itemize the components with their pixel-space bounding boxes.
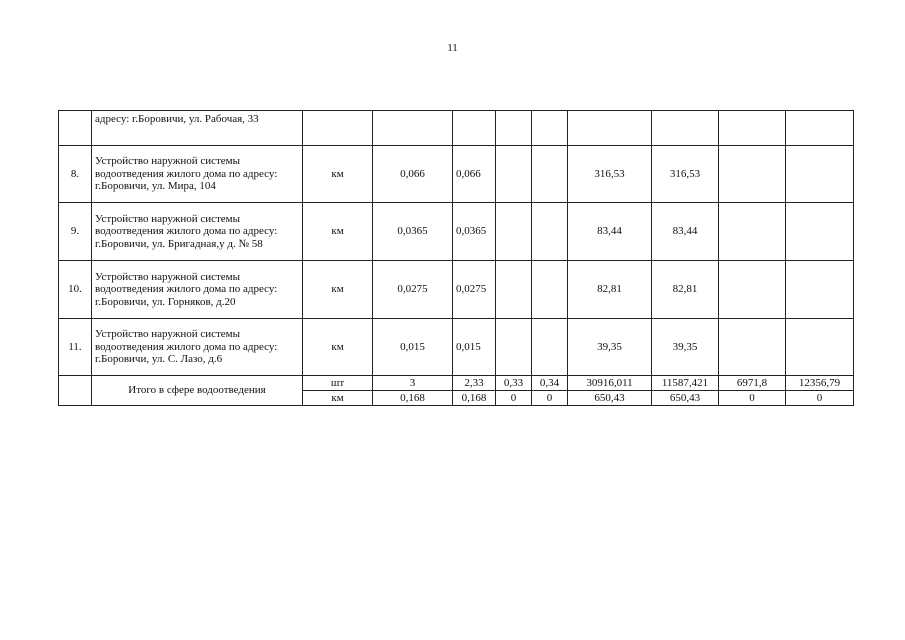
row-value-4 [532,111,568,146]
row-value-7 [719,319,786,376]
row-description: Устройство наружной системы водоотведения жилого дома по адресу: г.Боровичи, ул. С. Лазо, д.6 [92,319,303,376]
row-value-7 [719,111,786,146]
table-row [59,146,854,203]
row-value-1: 0,0275 [373,261,453,319]
row-value-4 [532,146,568,203]
water-disposal-table [58,110,854,406]
total-value-3: 0 [496,391,532,406]
row-value-3 [496,261,532,319]
total-value-3: 0,33 [496,376,532,391]
table-row [59,111,854,146]
row-value-3 [496,319,532,376]
total-value-1: 0,168 [373,391,453,406]
total-value-8: 12356,79 [786,376,854,391]
row-value-8 [786,146,854,203]
row-number [59,111,92,146]
row-value-4 [532,319,568,376]
row-unit [303,111,373,146]
row-unit: км [303,261,373,319]
row-value-4 [532,261,568,319]
row-value-1: 0,0365 [373,203,453,261]
row-value-2: 0,0275 [453,261,496,319]
row-description: Устройство наружной системы водоотведения жилого дома по адресу: г.Боровичи, ул. Горняков, д.20 [92,261,303,319]
row-value-7 [719,203,786,261]
row-unit: км [303,146,373,203]
row-value-8 [786,111,854,146]
total-value-4: 0,34 [532,376,568,391]
row-value-5 [568,111,652,146]
row-value-1 [373,111,453,146]
row-value-1: 0,066 [373,146,453,203]
total-label: Итого в сфере водоотведения [92,376,303,406]
row-value-4 [532,203,568,261]
total-value-6: 11587,421 [652,376,719,391]
row-value-1: 0,015 [373,319,453,376]
row-number: 8. [59,146,92,203]
row-value-3 [496,203,532,261]
row-value-2: 0,066 [453,146,496,203]
row-value-6: 83,44 [652,203,719,261]
row-unit: км [303,203,373,261]
row-value-6: 316,53 [652,146,719,203]
row-value-7 [719,146,786,203]
row-value-5: 83,44 [568,203,652,261]
total-value-2: 0,168 [453,391,496,406]
total-number-cell [59,376,92,406]
row-value-8 [786,203,854,261]
total-value-7: 6971,8 [719,376,786,391]
row-value-7 [719,261,786,319]
table-row [59,319,854,376]
total-value-8: 0 [786,391,854,406]
total-row-units [59,376,854,391]
row-value-2: 0,0365 [453,203,496,261]
row-unit: км [303,319,373,376]
row-number: 11. [59,319,92,376]
row-value-6 [652,111,719,146]
total-unit: км [303,391,373,406]
row-value-6: 39,35 [652,319,719,376]
page-number: 11 [447,42,458,54]
table-row [59,203,854,261]
row-value-8 [786,319,854,376]
row-value-8 [786,261,854,319]
total-unit: шт [303,376,373,391]
row-value-5: 82,81 [568,261,652,319]
total-value-4: 0 [532,391,568,406]
row-value-3 [496,111,532,146]
row-description: Устройство наружной системы водоотведения жилого дома по адресу: г.Боровичи, ул. Мира, 104 [92,146,303,203]
row-value-2 [453,111,496,146]
total-value-5: 30916,011 [568,376,652,391]
total-value-5: 650,43 [568,391,652,406]
row-number: 9. [59,203,92,261]
row-value-3 [496,146,532,203]
row-value-5: 316,53 [568,146,652,203]
row-value-2: 0,015 [453,319,496,376]
total-value-2: 2,33 [453,376,496,391]
row-value-6: 82,81 [652,261,719,319]
row-description: Устройство наружной системы водоотведения жилого дома по адресу: г.Боровичи, ул. Бригадная,у д. № 58 [92,203,303,261]
total-value-1: 3 [373,376,453,391]
row-description: адресу: г.Боровичи, ул. Рабочая, 33 [92,111,303,146]
table-row [59,261,854,319]
row-number: 10. [59,261,92,319]
total-value-7: 0 [719,391,786,406]
total-value-6: 650,43 [652,391,719,406]
row-value-5: 39,35 [568,319,652,376]
